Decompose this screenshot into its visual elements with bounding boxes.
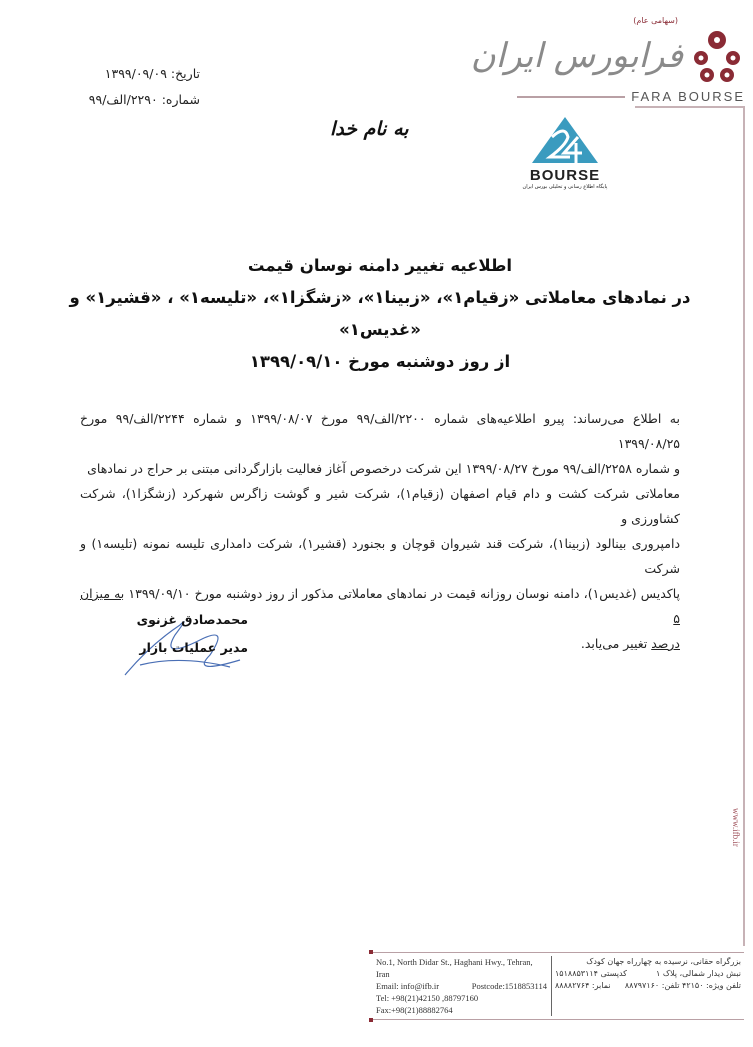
number-label: شماره: xyxy=(161,92,200,107)
bourse24-word: BOURSE xyxy=(529,167,601,184)
title-line-2: در نمادهای معاملاتی «زقیام۱»، «زبینا۱»، «زشگزا۱»، «تلیسه۱» ، «قشیر۱» و «غدیس۱» xyxy=(69,288,691,339)
footer-english xyxy=(372,956,552,1016)
signatory-name: محمدصادق غزنوی xyxy=(136,612,248,627)
number-value: ۲۲۹۰/الف/۹۹ xyxy=(88,92,158,107)
body-line: دامپروری بینالود (زبینا۱)، شرکت قند شیروان قوچان و بجنورد (قشیر۱)، شرکت دامداری تلیسه نمونه (تلیسه۱) و شرکت xyxy=(80,536,681,576)
footer-persian xyxy=(552,956,744,1016)
footer-tel-fa: تلفن ویژه: ۴۲۱۵۰ تلفن: ۸۸۷۹۷۱۶۰ xyxy=(624,981,741,990)
footer-fax-fa: نمابر: ۸۸۸۸۲۷۶۴ xyxy=(555,981,611,990)
footer-street-fa: نبش دیدار شمالی، پلاک ۱ xyxy=(656,969,741,978)
margin-rule xyxy=(743,106,745,946)
fara-bourse-logo-en: FARA BOURSE xyxy=(625,89,745,105)
footer-fax-en: Fax:+98(21)88882764 xyxy=(376,1005,453,1015)
underlined-rate: به میزان ۵ xyxy=(80,586,680,626)
body-line: و شماره ۲۲۵۸/الف/۹۹ مورخ ۱۳۹۹/۰۸/۲۷ این شرکت درخصوص آغاز فعالیت بازارگردانی مبتنی بر حراج در نمادهای xyxy=(87,461,680,476)
bourse24-triangle-icon xyxy=(530,115,600,165)
footer-marker xyxy=(369,1018,373,1022)
body-line-text: پاکدیس (غدیس۱)، دامنه نوسان روزانه قیمت در نمادهای معاملاتی مذکور از روز دوشنبه مورخ ۱۳۹۹/۰۹/۱۰ xyxy=(128,586,680,601)
letter-number xyxy=(60,92,200,107)
title-line-3: از روز دوشنبه مورخ ۱۳۹۹/۰۹/۱۰ xyxy=(249,352,511,371)
footer-address-fa: بزرگراه حقانی، نرسیده به چهارراه جهان کودک xyxy=(586,957,741,966)
body-line: معاملاتی شرکت کشت و دام قیام اصفهان (زقیام۱)، شرکت شیر و گوشت زاگرس شهرکرد (زشگزا۱)، شرکت کشاورزی و xyxy=(80,486,681,526)
footer-address-en: No.1, North Didar St., Haghani Hwy., Tehran, Iran xyxy=(376,957,533,979)
divider xyxy=(635,106,745,108)
date-value: ۱۳۹۹/۰۹/۰۹ xyxy=(104,66,167,81)
body-line: به اطلاع می‌رساند: پیرو اطلاعیه‌های شماره ۲۲۰۰/الف/۹۹ مورخ ۱۳۹۹/۰۸/۰۷ و شماره ۲۲۴۴/الف/۹۹ مورخ ۱۳۹۹/۰۸/۲۵ xyxy=(80,411,680,451)
side-website: www.ifb.ir xyxy=(731,805,741,850)
fara-bourse-logo-text: فرابورس ایران xyxy=(470,36,683,76)
bismillah: به نام خدا xyxy=(330,118,409,140)
footer-postcode-en: Postcode:1518853114 xyxy=(471,981,547,991)
date-label: تاریخ: xyxy=(170,66,200,81)
signatory-title: مدیر عملیات بازار xyxy=(139,640,248,655)
title-line-1: اطلاعیه تغییر دامنه نوسان قیمت xyxy=(247,256,513,275)
body-tail: تغییر می‌یابد. xyxy=(580,636,648,651)
bourse24-logo xyxy=(520,115,610,191)
bourse24-subtitle: پایگاه اطلاع رسانی و تحلیلی بورس ایران xyxy=(522,184,608,190)
letter-date xyxy=(60,66,200,81)
fara-bourse-emblem-icon xyxy=(689,28,745,84)
footer-tel-en: Tel: +98(21)42150 ,88797160 xyxy=(376,993,479,1003)
underlined-percent: درصد xyxy=(651,636,680,651)
footer-marker xyxy=(369,950,373,954)
logo-subtitle: (سهامی عام) xyxy=(633,16,678,25)
footer-postcode-fa: کدپستی ۱۵۱۸۸۵۳۱۱۴ xyxy=(555,969,627,978)
letter-content xyxy=(60,250,700,656)
letterhead-footer xyxy=(372,952,744,1020)
footer-email[interactable]: Email: info@ifb.ir xyxy=(376,981,440,991)
